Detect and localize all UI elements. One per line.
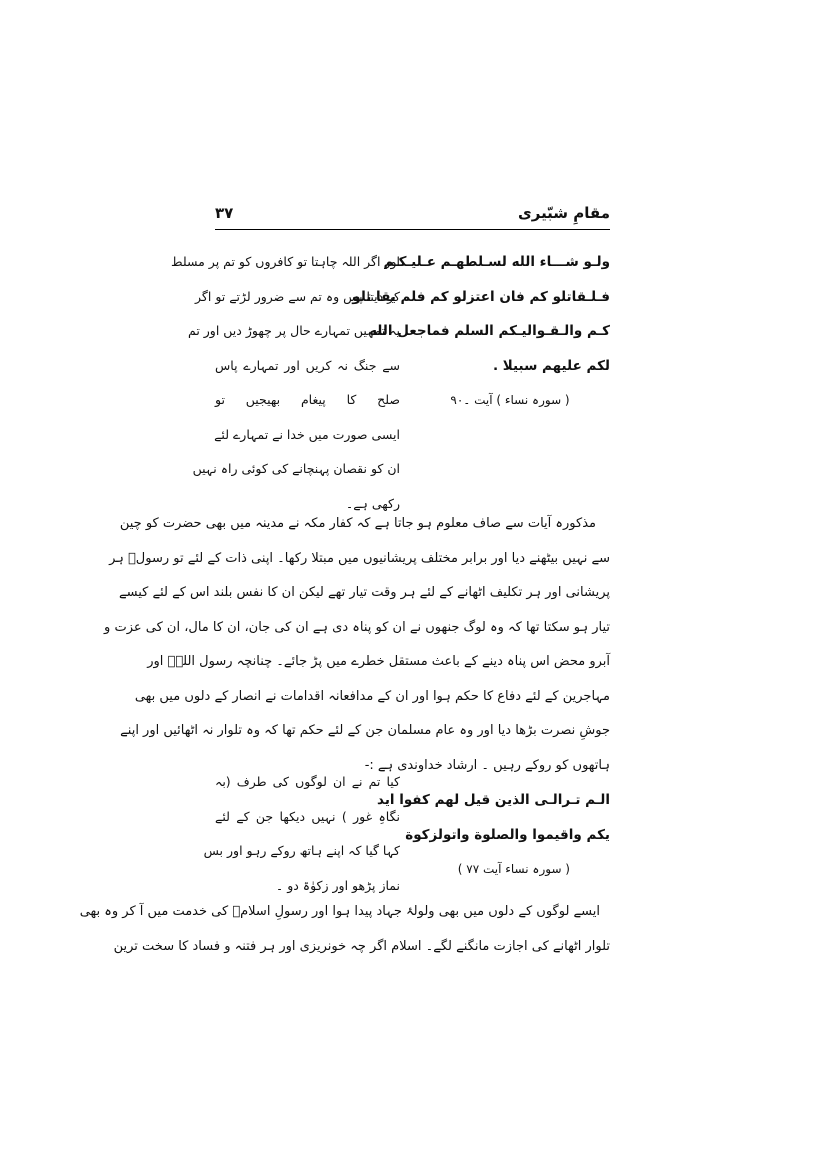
header-rule <box>215 229 610 230</box>
book-title: مقامِ شبّیری <box>517 204 610 222</box>
arabic-verse-line: الـم تـرالـى الذين قيل لهم كفوا ايد <box>377 792 610 808</box>
urdu-translation-block-2 <box>203 765 400 903</box>
arabic-verse-line: ولـو شـــاء الله لسـلطهـم عـليـكـم <box>383 254 610 270</box>
translation-line: ایسی صورت میں خدا نے تمہارے لئے <box>214 426 400 442</box>
arabic-verse-line: كـم والـقـواليـكم السلم فماجعل الله <box>369 323 610 339</box>
paragraph-line: ایسے لوگوں کے دلوں میں بھی ولولۂ جہاد پیدا ہوا اور رسولِ اسلامؐ کی خدمت میں آ کر وہ بھی <box>79 904 600 919</box>
paragraph-line: تیار ہو سکتا تھا کہ وہ لوگ جنھوں نے ان کو پناہ دی ہے ان کی جان، ان کا مال، ان کی عزت و <box>104 619 610 635</box>
translation-line: اور اگر اللہ چاہتا تو کافروں کو تم پر مسلط <box>170 254 400 269</box>
translation-line: سے جنگ نہ کریں اور تمہارے پاس <box>215 357 400 373</box>
urdu-translation-block-1 <box>170 245 400 521</box>
translation-line: کہا گیا کہ اپنے ہاتھ روکے رہو اور بس <box>203 843 400 858</box>
paragraph-line: تلوار اٹھانے کی اجازت مانگنے لگے۔ اسلام اگر چہ خونریزی اور ہر فتنہ و فساد کا سخت ترین <box>113 938 610 954</box>
paragraph-line: جوشِ نصرت بڑھا دیا اور وہ عام مسلمان جن کے لئے حکم تھا کہ وہ تلوار نہ اٹھائیں اور اپنے <box>120 723 610 738</box>
arabic-verse-block-2 <box>377 783 610 887</box>
paragraph-line: پریشانی اور ہر تکلیف اٹھانے کے لئے ہر وقت تیار تھے لیکن ان کا نفس بلند اس کے لئے کیسے <box>119 585 610 600</box>
paragraph-line: ہاتھوں کو روکے رہیں ۔ ارشاد خداوندی ہے :- <box>364 757 610 773</box>
translation-line: کر دیتا پس وہ تم سے ضرور لڑتے تو اگر <box>195 288 400 304</box>
translation-line: کیا تم نے ان لوگوں کی طرف (بہ <box>215 774 400 789</box>
paragraph-line: آبرو محض اس پناہ دینے کے باعث مستقل خطرے میں پڑ جائے۔ چنانچہ رسول اللہؐ اور <box>147 654 610 669</box>
paragraph-line: مذکورہ آیات سے صاف معلوم ہو جاتا ہے کہ کفار مکہ نے مدینہ میں بھی حضرت کو چین <box>119 516 596 531</box>
translation-line: ان کو نقصان پہنچانے کی کوئی راہ نہیں <box>192 461 400 476</box>
arabic-verse-line: يكم واقيموا والصلوة واتولزكوة <box>405 826 610 843</box>
running-header <box>215 200 610 228</box>
verse-reference: ( سورہ نساء ) آیت ۔۹۰ <box>450 393 570 407</box>
translation-line: نماز پڑھو اور زکوٰۃ دو ۔ <box>275 877 400 893</box>
paragraph-line: سے نہیں بیٹھنے دیا اور برابر مختلف پریشانیوں میں مبتلا رکھا۔ اپنی ذات کے لئے تو رسولؐ ہر <box>109 550 610 566</box>
translation-line: نگاہِ غور ) نہیں دیکھا جن کے لئے <box>215 808 400 824</box>
arabic-verse-block-1 <box>352 245 610 418</box>
body-paragraph-2 <box>79 895 610 964</box>
translation-line: رکھی ہے۔ <box>345 495 400 511</box>
page-number: ۳۷ <box>215 204 234 222</box>
verse-reference: ( سورہ نساء آیت ۷۷ ) <box>457 862 570 876</box>
arabic-verse-line: فـلـقاتلو كم فان اعتزلو كم فلم يقا تلو <box>352 288 610 305</box>
translation-line: صلح کا پیغام بھیجیں تو <box>215 392 400 407</box>
arabic-verse-line: لكم عليهم سبيلا . <box>492 357 610 374</box>
body-paragraph-1 <box>104 507 610 783</box>
paragraph-line: مہاجرین کے لئے دفاع کا حکم ہوا اور ان کے مدافعانہ اقدامات نے انصار کے دلوں میں بھی <box>134 688 610 704</box>
translation-line: یہ تمہیں تمہارے حال پر چھوڑ دیں اور تم <box>188 323 400 338</box>
